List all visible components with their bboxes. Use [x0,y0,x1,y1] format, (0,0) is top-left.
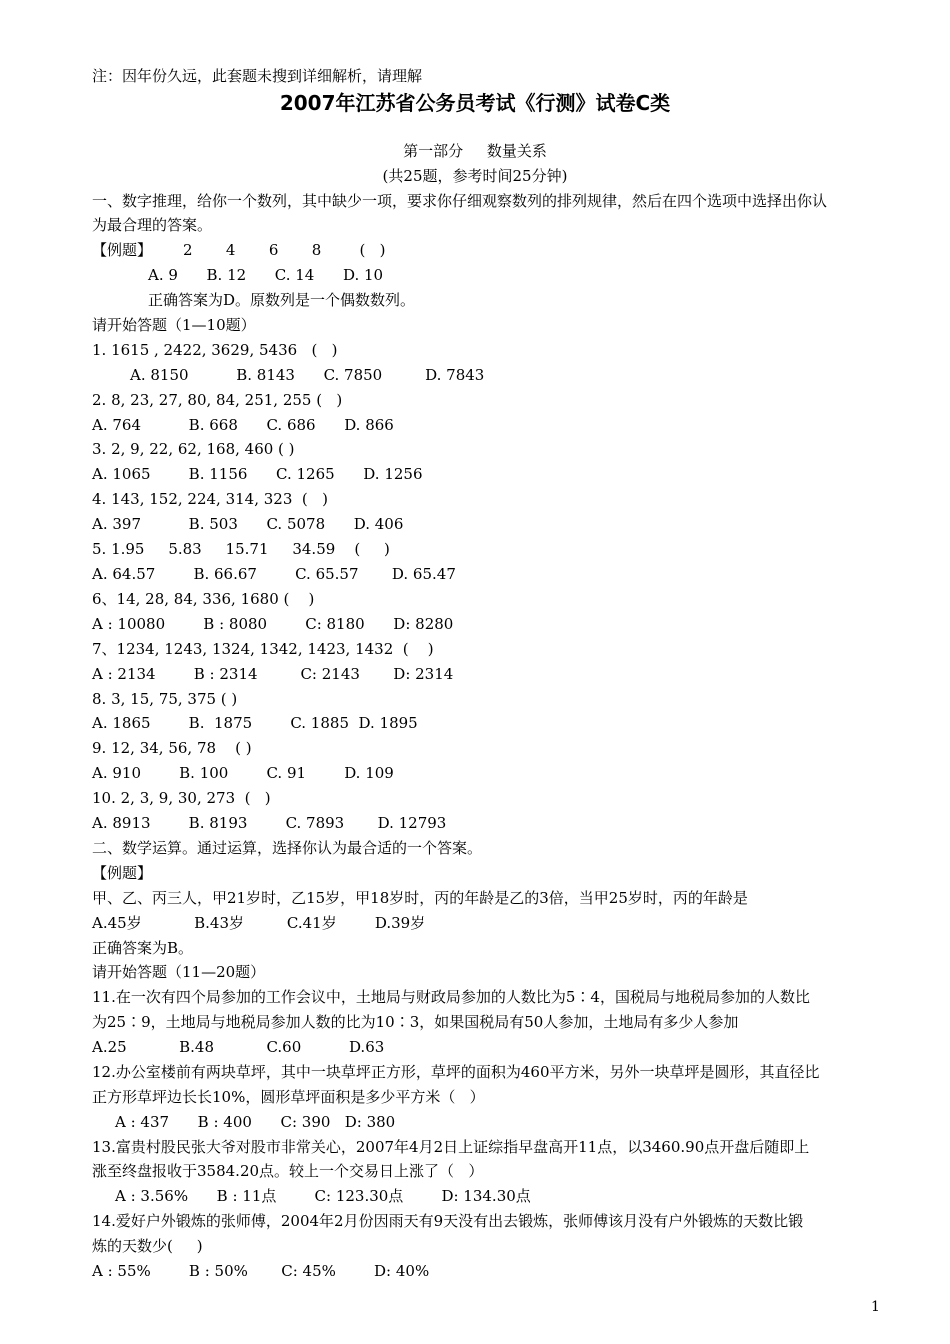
question-12-line1: 12.办公室楼前有两块草坪，其中一块草坪正方形，草坪的面积为460平方米，另外一块草坪是圆形，其直径比 [92,1063,820,1081]
question-12-options: A : 437 B : 400 C: 390 D: 380 [115,1113,396,1131]
section1-intro-line1: 一、数字推理，给你一个数列，其中缺少一项，要求你仔细观察数列的排列规律，然后在四个选项中选择出你认 [92,192,828,210]
section1-intro-line2: 为最合理的答案。 [92,216,213,234]
question-1-options: A. 8150 B. 8143 C. 7850 D. 7843 [130,366,485,384]
question-3-options: A. 1065 B. 1156 C. 1265 D. 1256 [92,465,423,483]
question-11-line2: 为25∶9，土地局与地税局参加人数的比为10∶3，如果国税局有50人参加，土地局有多少人参加 [92,1013,739,1031]
example-label: 【例题】 [92,241,153,259]
question-13-line1: 13.富贵村股民张大爷对股市非常关心，2007年4月2日上证综指早盘高开11点，以3460.90点开盘后随即上 [92,1138,810,1156]
question-7-options: A : 2134 B : 2314 C: 2143 D: 2314 [92,665,454,683]
question-9-options: A. 910 B. 100 C. 91 D. 109 [92,764,394,782]
question-4: 4. 143, 152, 224, 314, 323 ( ) [92,490,328,508]
question-13-line2: 涨至终盘报收于3584.20点。较上一个交易日上涨了（ ） [92,1162,484,1180]
question-4-options: A. 397 B. 503 C. 5078 D. 406 [92,515,404,533]
question-6-options: A : 10080 B : 8080 C: 8180 D: 8280 [92,615,454,633]
question-7: 7、1234, 1243, 1324, 1342, 1423, 1432 ( ) [92,640,434,658]
start-text-2: 请开始答题（11—20题） [92,963,266,981]
part-subheading: (共25题，参考时间25分钟) [382,167,568,185]
section2-example-answer: 正确答案为B。 [92,939,194,957]
question-14-line2: 炼的天数少( ) [92,1237,203,1255]
question-2: 2. 8, 23, 27, 80, 84, 251, 255 ( ) [92,391,343,409]
section2-example-text: 甲、乙、丙三人，甲21岁时，乙15岁，甲18岁时，丙的年龄是乙的3倍，当甲25岁时，丙的年龄是 [92,889,748,907]
question-14-line1: 14.爱好户外锻炼的张师傅，2004年2月份因雨天有9天没有出去锻炼，张师傅该月没有户外锻炼的天数比锻 [92,1212,804,1230]
question-5: 5. 1.95 5.83 15.71 34.59 ( ) [92,540,390,558]
question-6: 6、14, 28, 84, 336, 1680 ( ) [92,590,315,608]
section2-intro: 二、数学运算。通过运算，选择你认为最合适的一个答案。 [92,839,483,857]
page-title: 2007年江苏省公务员考试《行测》试卷C类 [279,91,671,115]
question-13-options: A : 3.56% B : 11点 C: 123.30点 D: 134.30点 [115,1187,531,1205]
question-12-line2: 正方形草坪边长长10%，圆形草坪面积是多少平方米（ ） [92,1088,485,1106]
question-2-options: A. 764 B. 668 C. 686 D. 866 [92,416,394,434]
section2-example-label: 【例题】 [92,864,153,882]
note: 注：因年份久远，此套题未搜到详细解析，请理解 [92,67,423,85]
part-heading: 第一部分 数量关系 [403,142,547,160]
question-3: 3. 2, 9, 22, 62, 168, 460 ( ) [92,440,295,458]
page-number: 1 [871,1299,880,1315]
question-1: 1. 1615 , 2422, 3629, 5436 ( ) [92,341,338,359]
question-8: 8. 3, 15, 75, 375 ( ) [92,690,238,708]
question-9: 9. 12, 34, 56, 78 ( ) [92,739,252,757]
question-11-options: A.25 B.48 C.60 D.63 [92,1038,385,1056]
question-8-options: A. 1865 B. 1875 C. 1885 D. 1895 [92,714,418,732]
example-sequence: 2 4 6 8 ( ) [183,241,386,259]
example-answer: 正确答案为D。原数列是一个偶数数列。 [148,291,416,309]
question-14-options: A : 55% B : 50% C: 45% D: 40% [92,1262,430,1280]
example-options: A. 9 B. 12 C. 14 D. 10 [148,266,384,284]
question-11-line1: 11.在一次有四个局参加的工作会议中，土地局与财政局参加的人数比为5∶4，国税局与地税局参加的人数比 [92,988,810,1006]
section2-example-options: A.45岁 B.43岁 C.41岁 D.39岁 [92,914,426,932]
start-text-1: 请开始答题（1—10题） [92,316,256,334]
question-10-options: A. 8913 B. 8193 C. 7893 D. 12793 [92,814,447,832]
question-10: 10. 2, 3, 9, 30, 273 ( ) [92,789,271,807]
question-5-options: A. 64.57 B. 66.67 C. 65.57 D. 65.47 [92,565,456,583]
